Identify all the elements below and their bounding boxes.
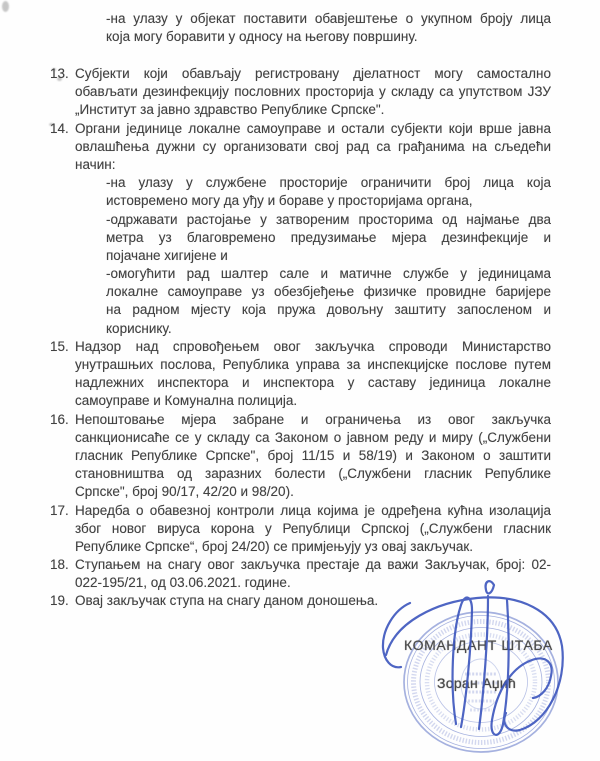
text-line: Надзор над спровођењем овог закључка спроводи Министарство: [75, 338, 551, 354]
text-line: појачане хигијене и: [106, 247, 228, 263]
text-line: која могу боравити у односу на његову површину.: [106, 29, 418, 45]
text-line: Републике Српске“, број 24/20) се примјењују уз овај закључак.: [75, 538, 474, 554]
text-line: 022-195/21, од 03.06.2021. године.: [75, 575, 291, 591]
item-number: 17.: [50, 502, 69, 518]
list-item: [50, 502, 551, 557]
text-line: надлежних инспектора и инспектора у саставу јединица локалне: [75, 375, 551, 391]
item-body: [75, 338, 551, 411]
list-item: [50, 411, 551, 502]
text-line: Овај закључак ступа на снагу даном доношења.: [75, 593, 379, 609]
text-line: Наредба о обавезној контроли лица којима је одређена кућна изолација: [75, 502, 551, 518]
item-body: [75, 65, 551, 120]
text-line: самоуправе и Комунална полиција.: [75, 393, 298, 409]
item-number: 19.: [50, 593, 69, 609]
text-line: унутрашњих послова, Република управа за инспекцијске послове путем: [75, 357, 551, 372]
text-line: „Институт за јавно здравство Републике Српске".: [75, 102, 385, 118]
signatory-name: Зоран Аџић: [437, 675, 517, 691]
item-body: [75, 556, 551, 592]
text-line: због новог вируса корона у Републици Српској („Службени гласник: [75, 520, 551, 536]
text-line: -одржавати растојање у затвореним просторима од најмање два: [106, 211, 551, 227]
text-line: на радном мјесту која пружа довољну заштиту запосленом и: [106, 302, 551, 318]
text-line: кориснику.: [106, 320, 172, 336]
scan-artifact: [2, 1, 9, 12]
item-number: 18.: [50, 557, 69, 573]
item-number: 13.: [50, 66, 69, 81]
item-body: [75, 592, 551, 610]
text-line: -на улазу у објекат поставити обавјештење о укупном броју лица: [106, 11, 551, 26]
text-line: -омогућити рад шалтер сале и матичне службе у јединицама: [106, 266, 551, 282]
item-number: 16.: [50, 411, 69, 427]
text-line: Непоштовање мјера забране и ограничења из овог закључка: [75, 411, 551, 427]
text-line: Органи јединице локалне самоуправе и остали субјекти који врше јавна: [75, 120, 551, 136]
text-line: локалне самоуправе уз обезбјеђење физичке провидне баријере: [106, 284, 551, 300]
item-body: [75, 120, 551, 338]
text-line: становништва од заразних болести („Службени гласник Републике: [75, 466, 551, 482]
item-body: [75, 502, 551, 557]
list-item: [50, 592, 551, 610]
text-line: истовремено могу да уђу и бораве у просторијама органа,: [106, 193, 473, 209]
ordered-list: [50, 65, 551, 611]
text-line: обављати дезинфекцију пословних просторија у складу са упутством ЈЗУ: [75, 84, 551, 100]
item-number: 15.: [50, 338, 69, 354]
list-item: [50, 65, 551, 120]
text-line: гласник Републике Српске", број 11/15 и 58/19) и Законом о заштити: [75, 447, 551, 463]
list-item: [50, 556, 551, 592]
text-line: метра уз благовремено предузимање мјера дезинфекције и: [106, 229, 551, 245]
text-line: Субјекти који обављају регистровану дјелатност могу самостално: [75, 66, 551, 81]
item-number: 14.: [50, 120, 69, 136]
text-line: санкционисаће се у складу са Законом о јавном реду и миру („Службени: [75, 429, 551, 445]
text-line: овлашћења дужни су организовати свој рад са грађанима на сљедећи: [75, 138, 551, 154]
text-line: -на улазу у службене просторије ограничити број лица која: [106, 175, 551, 191]
continuation-paragraph: [106, 10, 551, 46]
item-body: [75, 411, 551, 502]
text-line: начин:: [75, 156, 116, 172]
list-item: [50, 338, 551, 411]
text-line: Српске", број 90/17, 42/20 и 98/20).: [75, 484, 294, 500]
text-line: Ступањем на снагу овог закључка престаје да важи Закључак, број: 02-: [75, 557, 551, 573]
signature-title: КОМАНДАНТ ШТАБА: [404, 637, 553, 653]
list-item: [50, 120, 551, 338]
